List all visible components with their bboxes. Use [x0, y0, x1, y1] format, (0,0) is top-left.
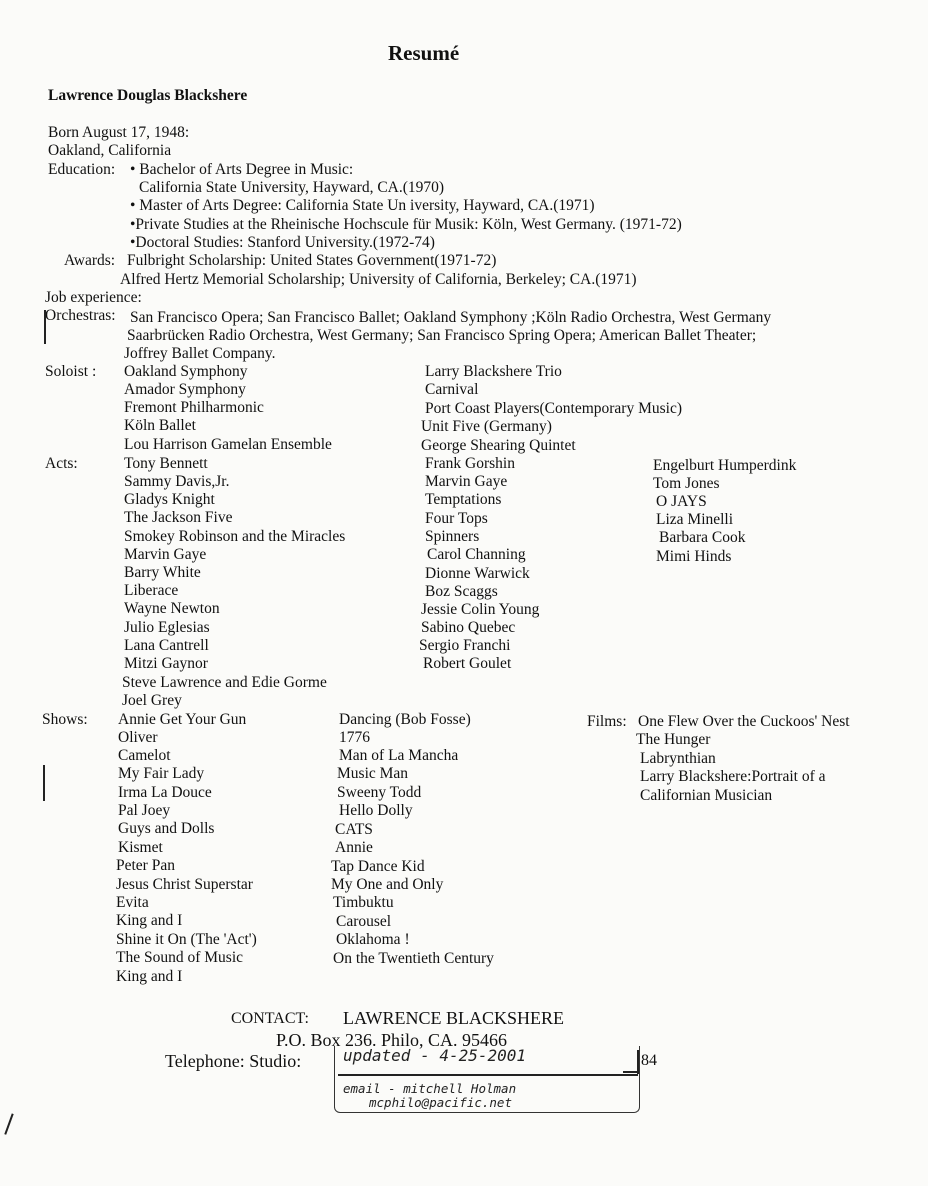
- education-line: California State University, Hayward, CA.(1970): [139, 179, 445, 196]
- education-line: •Doctoral Studies: Stanford University.(1972-74): [130, 234, 435, 251]
- act-item: Liberace: [124, 582, 179, 599]
- show-item: Shine it On (The 'Act'): [116, 931, 257, 948]
- act-item: Smokey Robinson and the Miracles: [124, 528, 346, 545]
- awards-line: Fulbright Scholarship: United States Government(1971-72): [127, 252, 497, 269]
- scan-mark: [43, 765, 45, 801]
- education-line: •Private Studies at the Rheinische Hochscule für Musik: Köln, West Germany. (1971-72): [130, 216, 682, 233]
- act-item: Temptations: [425, 491, 502, 508]
- show-item: Camelot: [118, 747, 171, 764]
- act-item: Carol Channing: [427, 546, 526, 563]
- soloist-item: Lou Harrison Gamelan Ensemble: [124, 436, 332, 453]
- show-item: King and I: [116, 968, 183, 985]
- soloist-item: George Shearing Quintet: [421, 437, 576, 454]
- show-item: My Fair Lady: [118, 765, 205, 782]
- show-item: Kismet: [118, 839, 163, 856]
- shows-label: Shows:: [42, 711, 88, 728]
- job-experience-label: Job experience:: [45, 289, 142, 306]
- scan-mark: [637, 1050, 639, 1074]
- handwritten-email-line: email - mitchell Holman: [343, 1081, 517, 1096]
- contact-name: LAWRENCE BLACKSHERE: [343, 1008, 565, 1028]
- film-item: Californian Musician: [640, 787, 773, 804]
- show-item: Carousel: [336, 913, 392, 930]
- soloist-item: Oakland Symphony: [124, 363, 248, 380]
- show-item: Man of La Mancha: [339, 747, 459, 764]
- contact-address: P.O. Box 236. Philo, CA. 95466: [276, 1030, 508, 1050]
- note-divider: [338, 1074, 638, 1076]
- full-name: Lawrence Douglas Blackshere: [48, 87, 248, 104]
- show-item: Pal Joey: [118, 802, 171, 819]
- soloist-item: Carnival: [425, 381, 479, 398]
- act-item: Marvin Gaye: [124, 546, 207, 563]
- act-item: Julio Eglesias: [124, 619, 210, 636]
- act-item: The Jackson Five: [124, 509, 233, 526]
- act-item: Mimi Hinds: [656, 548, 732, 565]
- show-item: Dancing (Bob Fosse): [339, 711, 471, 728]
- show-item: Jesus Christ Superstar: [116, 876, 253, 893]
- soloist-label: Soloist :: [45, 363, 97, 380]
- show-item: CATS: [335, 821, 373, 838]
- act-item: Lana Cantrell: [124, 637, 209, 654]
- act-item: Sammy Davis,Jr.: [124, 473, 230, 490]
- act-item: Frank Gorshin: [425, 455, 515, 472]
- act-item: Tom Jones: [653, 475, 720, 492]
- act-item: Mitzi Gaynor: [124, 655, 208, 672]
- show-item: 1776: [339, 729, 370, 746]
- show-item: My One and Only: [331, 876, 444, 893]
- scan-mark: [44, 310, 46, 344]
- act-item: Engelburt Humperdink: [653, 457, 797, 474]
- act-item: Dionne Warwick: [425, 565, 530, 582]
- film-item: One Flew Over the Cuckoos' Nest: [638, 713, 850, 730]
- film-item: Larry Blackshere:Portrait of a: [640, 768, 826, 785]
- show-item: The Sound of Music: [116, 949, 244, 966]
- education-line: • Bachelor of Arts Degree in Music:: [130, 161, 354, 178]
- act-item: Marvin Gaye: [425, 473, 508, 490]
- act-item: Spinners: [425, 528, 480, 545]
- act-item: Joel Grey: [122, 692, 182, 709]
- act-item: Steve Lawrence and Edie Gorme: [122, 674, 327, 691]
- show-item: Annie: [335, 839, 373, 856]
- show-item: Music Man: [337, 765, 409, 782]
- soloist-item: Köln Ballet: [124, 417, 196, 434]
- film-item: Labrynthian: [640, 750, 716, 767]
- act-item: Jessie Colin Young: [421, 601, 540, 618]
- show-item: Tap Dance Kid: [331, 858, 425, 875]
- show-item: Guys and Dolls: [118, 820, 215, 837]
- show-item: Oliver: [118, 729, 158, 746]
- orchestras-line: Saarbrücken Radio Orchestra, West Germany; San Francisco Spring Opera; American Ballet Theater;: [127, 327, 757, 344]
- birthplace: Oakland, California: [48, 142, 172, 159]
- born-date: Born August 17, 1948:: [48, 124, 190, 141]
- handwritten-email-address: mcphilo@pacific.net: [369, 1095, 512, 1110]
- show-item: On the Twentieth Century: [333, 950, 494, 967]
- act-item: Four Tops: [425, 510, 488, 527]
- soloist-item: Amador Symphony: [124, 381, 246, 398]
- contact-label: CONTACT:: [231, 1010, 309, 1027]
- act-item: Liza Minelli: [656, 511, 734, 528]
- act-item: Sergio Franchi: [419, 637, 511, 654]
- awards-line: Alfred Hertz Memorial Scholarship; University of California, Berkeley; CA.(1971): [120, 271, 637, 288]
- show-item: Timbuktu: [333, 894, 394, 911]
- film-item: The Hunger: [636, 731, 711, 748]
- handwritten-update: updated - 4-25-2001: [343, 1046, 527, 1065]
- act-item: Wayne Newton: [124, 600, 220, 617]
- show-item: Annie Get Your Gun: [118, 711, 247, 728]
- act-item: Robert Goulet: [423, 655, 512, 672]
- act-item: Boz Scaggs: [425, 583, 498, 600]
- resume-title: Resumé: [388, 41, 460, 65]
- show-item: Oklahoma !: [336, 931, 410, 948]
- soloist-item: Unit Five (Germany): [421, 418, 552, 435]
- show-item: Peter Pan: [116, 857, 175, 874]
- scan-mark: [4, 1113, 13, 1134]
- soloist-item: Port Coast Players(Contemporary Music): [425, 400, 683, 417]
- awards-label: Awards:: [64, 252, 116, 269]
- telephone-label: Telephone: Studio:: [165, 1051, 302, 1071]
- show-item: King and I: [116, 912, 183, 929]
- acts-label: Acts:: [45, 455, 78, 472]
- orchestras-line: San Francisco Opera; San Francisco Ballet; Oakland Symphony ;Köln Radio Orchestra, West Germany: [130, 309, 772, 326]
- show-item: Irma La Douce: [118, 784, 212, 801]
- act-item: Tony Bennett: [124, 455, 208, 472]
- education-line: • Master of Arts Degree: California State Un iversity, Hayward, CA.(1971): [130, 197, 595, 214]
- soloist-item: Fremont Philharmonic: [124, 399, 264, 416]
- act-item: Sabino Quebec: [421, 619, 516, 636]
- orchestras-label: Orchestras:: [45, 307, 116, 324]
- films-label: Films:: [587, 713, 627, 730]
- show-item: Sweeny Todd: [337, 784, 422, 801]
- act-item: O JAYS: [656, 493, 707, 510]
- page-number: 84: [641, 1052, 657, 1069]
- show-item: Hello Dolly: [339, 802, 413, 819]
- act-item: Barry White: [124, 564, 201, 581]
- orchestras-line: Joffrey Ballet Company.: [124, 345, 276, 362]
- education-label: Education:: [48, 161, 116, 178]
- soloist-item: Larry Blackshere Trio: [425, 363, 562, 380]
- act-item: Gladys Knight: [124, 491, 215, 508]
- act-item: Barbara Cook: [659, 529, 746, 546]
- show-item: Evita: [116, 894, 149, 911]
